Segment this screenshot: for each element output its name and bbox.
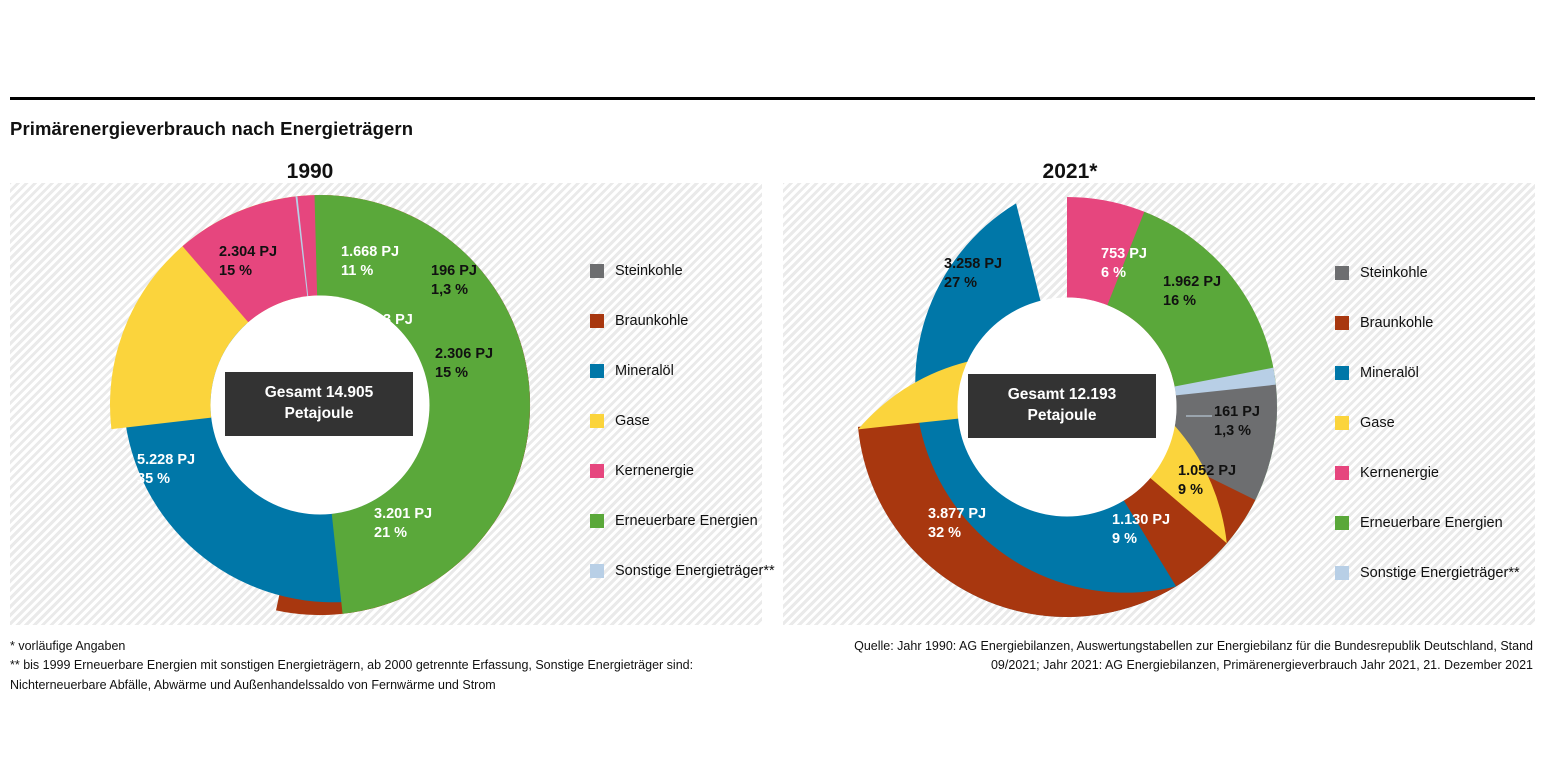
legend-label: Erneuerbare Energien <box>1360 515 1503 531</box>
legend-item-braunkohle <box>590 296 775 346</box>
legend-swatch-icon <box>1335 466 1349 480</box>
legend-label: Braunkohle <box>615 313 689 329</box>
footnote-2: ** bis 1999 Erneuerbare Energien mit sonstigen Energieträgern, ab 2000 getrennte Erfassung, Sonstige Energieträger sind: <box>10 658 694 673</box>
legend-label: Steinkohle <box>615 263 683 279</box>
legend-label: Mineralöl <box>1360 365 1419 381</box>
legend-item-steinkohle <box>590 246 775 296</box>
legend-item-gase <box>1335 398 1520 448</box>
legend-item-braunkohle <box>1335 298 1520 348</box>
slice-label-gase-1990: 2.304 PJ 15 % <box>219 244 278 279</box>
legend-swatch-icon <box>1335 566 1349 580</box>
legend-item-sonstige <box>590 546 775 596</box>
legend-label: Sonstige Energieträger** <box>615 563 775 579</box>
legend-swatch-icon <box>1335 266 1349 280</box>
legend-swatch-icon <box>1335 516 1349 530</box>
legend-label: Mineralöl <box>615 363 674 379</box>
source-line-1: Quelle: Jahr 1990: AG Energiebilanzen, Auswertungstabellen zur Energiebilanz für die Bundesrepublik Deutschland, Stand <box>854 639 1533 653</box>
legend-label: Steinkohle <box>1360 265 1428 281</box>
slice-label-mineraloel-1990: 5.228 PJ 35 % <box>137 452 196 487</box>
slice-label-braunkohle-2021: 1.130 PJ 9 % <box>1112 512 1171 547</box>
source-line-2: 09/2021; Jahr 2021: AG Energiebilanzen, Primärenergieverbrauch Jahr 2021, 21. Dezember 2021 <box>990 658 1533 673</box>
legend-swatch-icon <box>590 414 604 428</box>
legend-swatch-icon <box>1335 316 1349 330</box>
slice-label-erneuerbare-2021: 1.962 PJ 16 % <box>1163 274 1222 309</box>
total-unit-2021: Petajoule <box>1027 407 1097 424</box>
legend-swatch-icon <box>590 564 604 578</box>
total-amount-2021: Gesamt 12.193 <box>1007 386 1117 404</box>
legend-item-sonstige <box>1335 548 1520 598</box>
legend-item-kernenergie <box>1335 448 1520 498</box>
legend-swatch-icon <box>1335 366 1349 380</box>
legend-1990 <box>590 246 775 596</box>
header-divider <box>10 97 1535 100</box>
source-note <box>813 637 1533 676</box>
donut-center-total-2021 <box>968 374 1156 438</box>
chart-year-2021: 2021* <box>1042 160 1098 183</box>
slice-label-mineraloel-2021: 3.877 PJ 32 % <box>928 506 987 541</box>
slice-label-kernenergie-2021: 753 PJ 6 % <box>1101 246 1147 281</box>
footnote-1: * vorläufige Angaben <box>10 639 126 653</box>
legend-label: Kernenergie <box>615 463 694 479</box>
legend-item-mineraloel <box>590 346 775 396</box>
slice-label-erneuerbare-1990: 196 PJ 1,3 % <box>431 263 477 298</box>
legend-item-erneuerbare <box>590 496 775 546</box>
legend-label: Gase <box>615 413 650 429</box>
legend-swatch-icon <box>590 264 604 278</box>
legend-item-steinkohle <box>1335 248 1520 298</box>
legend-swatch-icon <box>590 364 604 378</box>
legend-label: Kernenergie <box>1360 465 1439 481</box>
slice-label-gase-2021: 3.258 PJ 27 % <box>944 256 1003 291</box>
leader-line-sonstige <box>1186 415 1212 417</box>
legend-item-kernenergie <box>590 446 775 496</box>
legend-swatch-icon <box>590 464 604 478</box>
total-amount-1990: Gesamt 14.905 <box>264 384 374 402</box>
legend-item-gase <box>590 396 775 446</box>
legend-swatch-icon <box>590 514 604 528</box>
legend-label: Sonstige Energieträger** <box>1360 565 1520 581</box>
legend-swatch-icon <box>1335 416 1349 430</box>
slice-label-braunkohle-1990: 3.201 PJ 21 % <box>374 506 433 541</box>
footnotes <box>10 637 693 695</box>
legend-item-mineraloel <box>1335 348 1520 398</box>
chart-year-1990: 1990 <box>286 160 334 183</box>
slice-label-sonstige-2021: 161 PJ 1,3 % <box>1214 404 1260 439</box>
slice-label-sonstige-1990: 3 PJ <box>383 312 413 328</box>
legend-label: Braunkohle <box>1360 315 1434 331</box>
legend-item-erneuerbare <box>1335 498 1520 548</box>
legend-label: Gase <box>1360 415 1395 431</box>
donut-center-total-1990 <box>225 372 413 436</box>
total-unit-1990: Petajoule <box>284 405 354 422</box>
slice-label-steinkohle-2021: 1.052 PJ 9 % <box>1178 463 1237 498</box>
slice-label-kernenergie-1990: 1.668 PJ 11 % <box>341 244 400 279</box>
footnote-3: Nichterneuerbare Abfälle, Abwärme und Außenhandelssaldo von Fernwärme und Strom <box>10 677 496 692</box>
slice-label-steinkohle-1990: 2.306 PJ 15 % <box>435 346 494 381</box>
legend-swatch-icon <box>590 314 604 328</box>
page-title: Primärenergieverbrauch nach Energieträgern <box>10 118 414 139</box>
legend-label: Erneuerbare Energien <box>615 513 758 529</box>
legend-2021 <box>1335 248 1520 598</box>
